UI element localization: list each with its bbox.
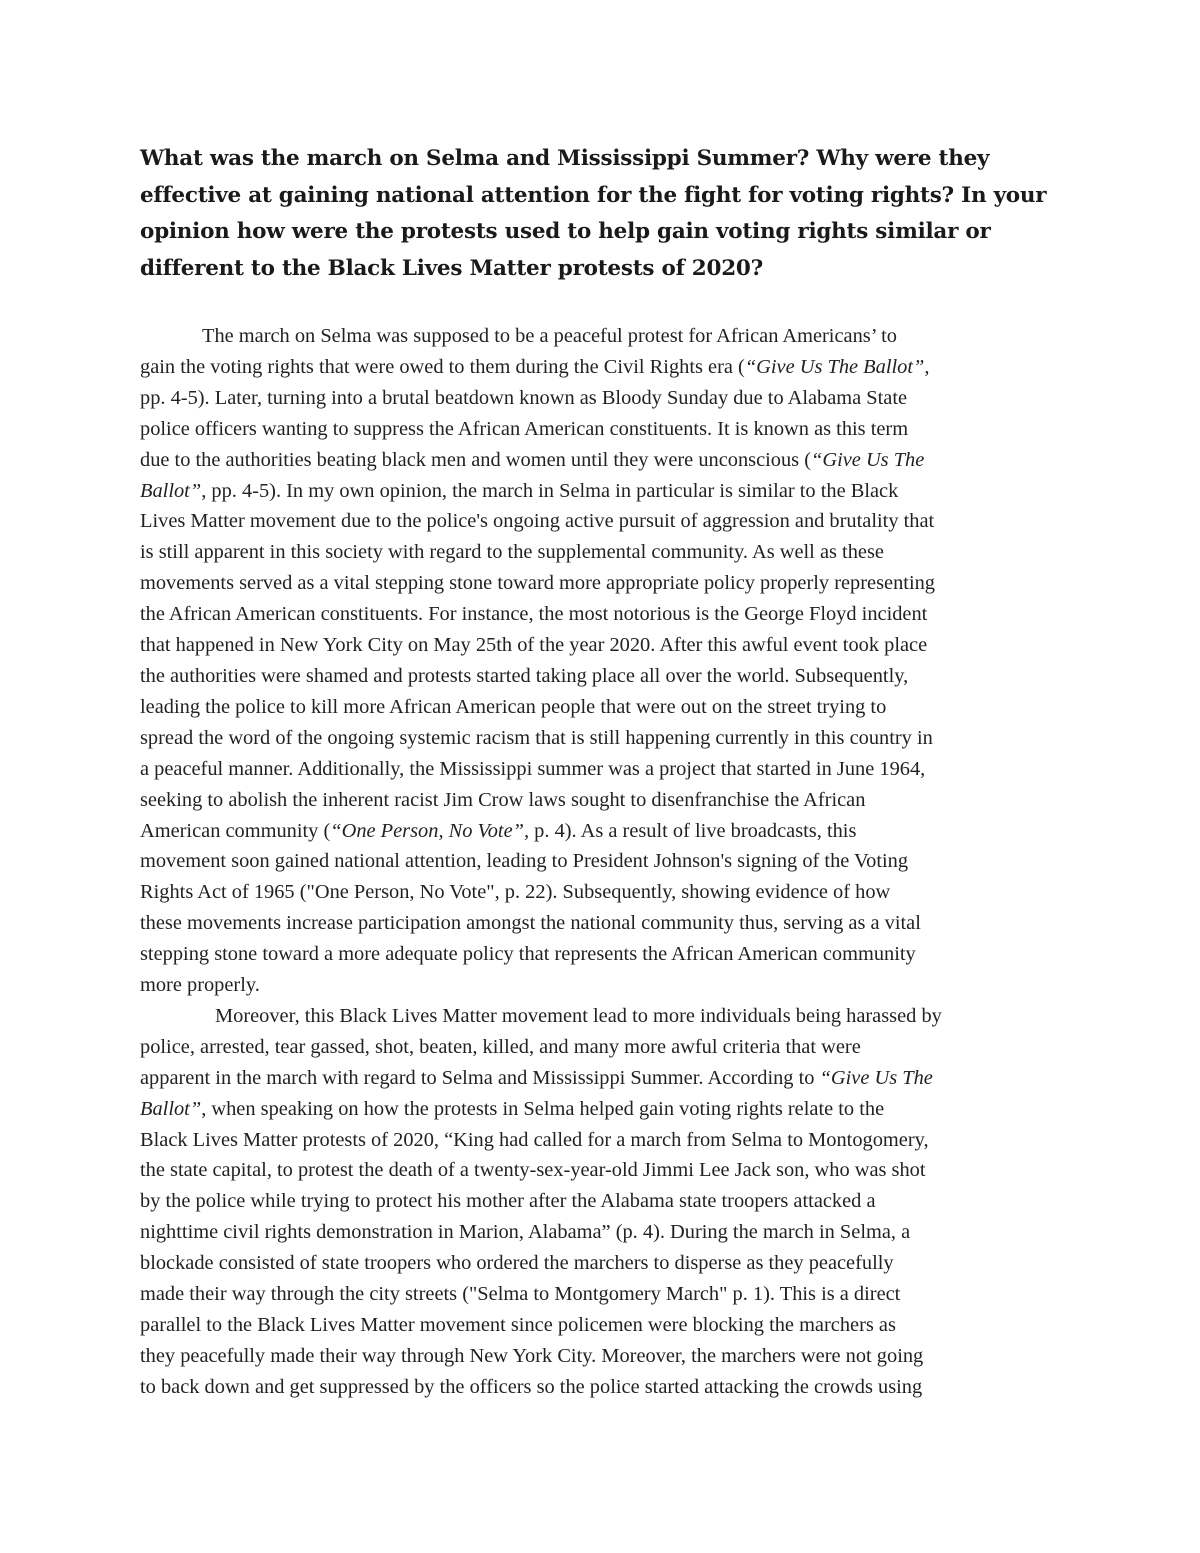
heading-line: opinion how were the protests used to help gain voting rights similar or xyxy=(140,219,991,244)
text-line xyxy=(140,1217,1060,1248)
text-line xyxy=(140,352,1060,383)
text-segment: Rights Act of 1965 ("One Person, No Vote", p. 22). Subsequently, showing evidence of how xyxy=(140,881,891,904)
text-line xyxy=(140,661,1060,692)
essay-question-heading xyxy=(140,141,1070,287)
heading-line: different to the Black Lives Matter protests of 2020? xyxy=(140,255,763,281)
text-segment: a peaceful manner. Additionally, the Mississippi summer was a project that started in June 1964, xyxy=(140,757,926,780)
text-segment: p. 4). As a result of live broadcasts, this xyxy=(529,819,857,842)
text-line xyxy=(140,1155,1060,1186)
text-segment: apparent in the march with regard to Selma and Mississippi Summer. According to xyxy=(140,1066,820,1089)
text-segment: by the police while trying to protect his mother after the Alabama state troopers attacked a xyxy=(140,1190,876,1213)
text-segment: The march on Selma was supposed to be a peaceful protest for African Americans’ to xyxy=(202,325,897,347)
text-segment: leading the police to kill more African American people that were out on the street trying to xyxy=(140,695,887,718)
text-segment: seeking to abolish the inherent racist Jim Crow laws sought to disenfranchise the African xyxy=(140,788,866,811)
text-line xyxy=(140,1186,1060,1217)
citation-title: “Give Us The xyxy=(819,1066,933,1089)
text-line xyxy=(140,692,1060,723)
text-segment: movement soon gained national attention, leading to President Johnson's signing of the Voting xyxy=(140,850,909,873)
paragraph-1 xyxy=(140,321,1060,1001)
text-line xyxy=(140,1063,1060,1094)
text-segment: the state capital, to protest the death of a twenty-sex-year-old Jimmi Lee Jack son, who was shot xyxy=(140,1159,926,1182)
text-line xyxy=(140,537,1060,568)
paragraph-2 xyxy=(140,1001,1060,1403)
text-line xyxy=(140,630,1060,661)
text-segment: , when speaking on how the protests in Selma helped gain voting rights relate to the xyxy=(201,1097,885,1120)
text-segment: movements served as a vital stepping stone toward more appropriate policy properly representing xyxy=(140,572,935,595)
text-line xyxy=(140,816,1060,847)
text-line xyxy=(140,1310,1060,1341)
text-segment: is still apparent in this society with regard to the supplemental community. As well as these xyxy=(140,541,884,564)
text-segment: more properly. xyxy=(140,974,260,997)
text-line xyxy=(140,414,1060,445)
text-line xyxy=(140,506,1060,537)
essay-body xyxy=(140,321,1060,1403)
heading-line: What was the march on Selma and Mississippi Summer? Why were they xyxy=(140,146,990,171)
text-segment: Moreover, this Black Lives Matter movement lead to more individuals being harassed by xyxy=(215,1004,942,1027)
text-line xyxy=(140,568,1060,599)
text-segment: that happened in New York City on May 25th of the year 2020. After this awful event took place xyxy=(140,634,928,657)
text-line xyxy=(140,1094,1060,1125)
text-segment: parallel to the Black Lives Matter movement since policemen were blocking the marchers as xyxy=(140,1314,896,1336)
text-line xyxy=(140,321,1060,352)
text-segment: the authorities were shamed and protests started taking place all over the world. Subsequently, xyxy=(140,664,909,687)
text-line xyxy=(140,754,1060,785)
text-segment: , xyxy=(924,355,930,378)
citation-title: Ballot” xyxy=(140,1097,202,1120)
text-line xyxy=(140,445,1060,476)
text-segment: , pp. 4-5). In my own opinion, the march in Selma in particular is similar to the Black xyxy=(201,479,899,502)
heading-line: effective at gaining national attention for the fight for voting rights? In your xyxy=(140,182,1047,208)
text-line xyxy=(140,1125,1060,1156)
text-segment: police, arrested, tear gassed, shot, beaten, killed, and many more awful criteria that were xyxy=(140,1035,861,1058)
citation-title: “One Person, No Vote”, xyxy=(330,819,530,842)
text-line xyxy=(140,1001,1060,1032)
text-line xyxy=(140,1032,1060,1063)
text-segment: blockade consisted of state troopers who ordered the marchers to disperse as they peacefully xyxy=(140,1252,894,1275)
text-line xyxy=(140,1372,1060,1403)
text-segment: Black Lives Matter protests of 2020, “King had called for a march from Selma to Montogomery, xyxy=(140,1128,929,1151)
text-segment: they peacefully made their way through New York City. Moreover, the marchers were not going xyxy=(140,1344,924,1367)
text-line xyxy=(140,785,1060,816)
text-segment: the African American constituents. For instance, the most notorious is the George Floyd incident xyxy=(140,603,928,626)
text-line xyxy=(140,383,1060,414)
text-line xyxy=(140,599,1060,630)
text-line xyxy=(140,908,1060,939)
text-segment: due to the authorities beating black men and women until they were unconscious ( xyxy=(140,448,812,471)
text-segment: stepping stone toward a more adequate policy that represents the African American community xyxy=(140,943,916,966)
citation-title: Ballot” xyxy=(140,479,202,502)
text-segment: these movements increase participation amongst the national community thus, serving as a vital xyxy=(140,912,921,935)
text-line xyxy=(140,1341,1060,1372)
text-line xyxy=(140,877,1060,908)
text-line xyxy=(140,1248,1060,1279)
text-line xyxy=(140,970,1060,1001)
text-line xyxy=(140,1279,1060,1310)
text-line xyxy=(140,723,1060,754)
text-segment: police officers wanting to suppress the African American constituents. It is known as this term xyxy=(140,417,909,440)
text-line xyxy=(140,939,1060,970)
text-line xyxy=(140,476,1060,507)
text-segment: gain the voting rights that were owed to them during the Civil Rights era ( xyxy=(140,355,745,378)
text-segment: American community ( xyxy=(140,819,331,842)
text-segment: made their way through the city streets ("Selma to Montgomery March" p. 1). This is a direct xyxy=(140,1283,901,1306)
citation-title: “Give Us The Ballot” xyxy=(744,355,925,378)
text-segment: spread the word of the ongoing systemic racism that is still happening currently in this country in xyxy=(140,726,933,749)
text-segment: Lives Matter movement due to the police's ongoing active pursuit of aggression and brutality that xyxy=(140,510,935,533)
text-segment: pp. 4-5). Later, turning into a brutal beatdown known as Bloody Sunday due to Alabama State xyxy=(140,386,908,409)
text-line xyxy=(140,846,1060,877)
text-segment: to back down and get suppressed by the officers so the police started attacking the crowds using xyxy=(140,1375,923,1398)
citation-title: “Give Us The xyxy=(811,448,925,471)
text-segment: nighttime civil rights demonstration in Marion, Alabama” (p. 4). During the march in Selma, a xyxy=(140,1221,911,1244)
